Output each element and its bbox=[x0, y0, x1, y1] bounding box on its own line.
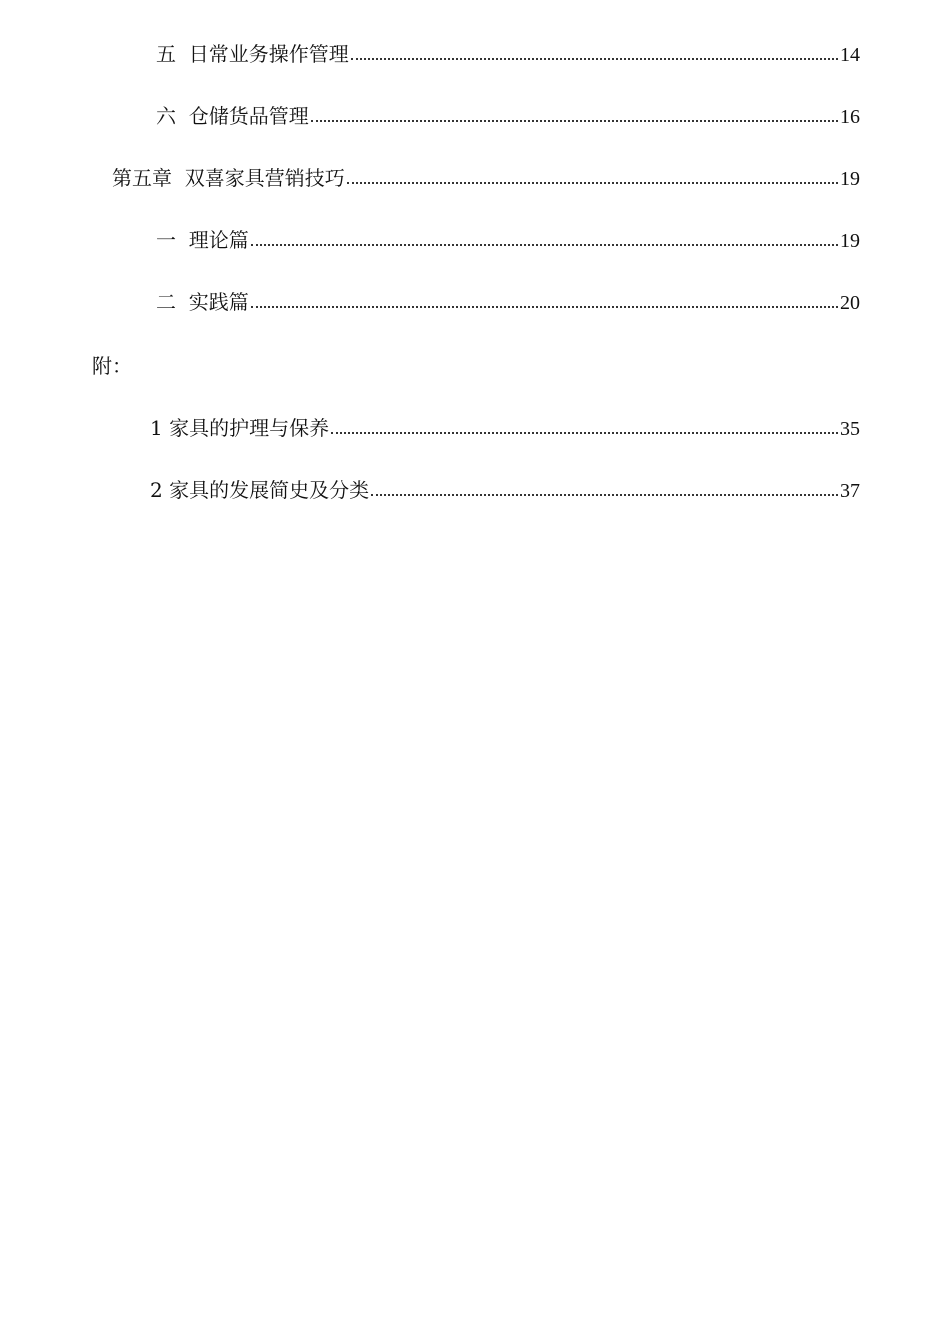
toc-entry-number: 六 bbox=[156, 104, 176, 128]
toc-appendix-entry[interactable] bbox=[150, 478, 860, 502]
toc-entry[interactable] bbox=[156, 104, 860, 128]
toc-entry-text: 理论篇 bbox=[188, 228, 249, 252]
toc-chapter-number: 第五章 bbox=[112, 166, 172, 190]
toc-entry-title bbox=[156, 104, 309, 128]
toc-dot-leader bbox=[311, 120, 838, 122]
toc-entry[interactable] bbox=[156, 42, 860, 66]
toc-appendix-entry[interactable] bbox=[150, 416, 860, 440]
toc-entry[interactable] bbox=[156, 228, 860, 252]
toc-entry-number: 五 bbox=[156, 42, 176, 66]
toc-dot-leader bbox=[251, 244, 838, 246]
toc-entry-title bbox=[156, 290, 249, 314]
toc-dot-leader bbox=[371, 494, 838, 496]
toc-dot-leader bbox=[251, 306, 838, 308]
toc-entry-title bbox=[112, 166, 345, 190]
toc-entry-text: 双喜家具营销技巧 bbox=[184, 166, 345, 190]
toc-page-number: 16 bbox=[840, 106, 860, 128]
toc-entry-number: 一 bbox=[156, 228, 176, 252]
toc-chapter-entry[interactable] bbox=[112, 166, 860, 190]
toc-entry-text: 仓储货品管理 bbox=[188, 104, 309, 128]
toc-entry-title bbox=[156, 42, 349, 66]
toc-dot-leader bbox=[351, 58, 838, 60]
toc-page-number: 14 bbox=[840, 44, 860, 66]
toc-entry-text: 1 家具的护理与保养 bbox=[150, 416, 330, 440]
toc-page-number: 19 bbox=[840, 230, 860, 252]
toc-entry-number: 二 bbox=[156, 290, 176, 314]
toc-entry[interactable] bbox=[156, 290, 860, 314]
toc-entry-title bbox=[156, 228, 249, 252]
toc-page-number: 20 bbox=[840, 292, 860, 314]
toc-entry-text: 日常业务操作管理 bbox=[188, 42, 349, 66]
toc-page-number: 19 bbox=[840, 168, 860, 190]
toc-entry-text: 2 家具的发展简史及分类 bbox=[150, 478, 370, 502]
toc-page-number: 35 bbox=[840, 418, 860, 440]
toc-page-number: 37 bbox=[840, 480, 860, 502]
toc-dot-leader bbox=[347, 182, 838, 184]
toc-dot-leader bbox=[331, 432, 838, 434]
toc-entry-text: 实践篇 bbox=[188, 290, 249, 314]
appendix-label: 附： bbox=[92, 354, 132, 378]
